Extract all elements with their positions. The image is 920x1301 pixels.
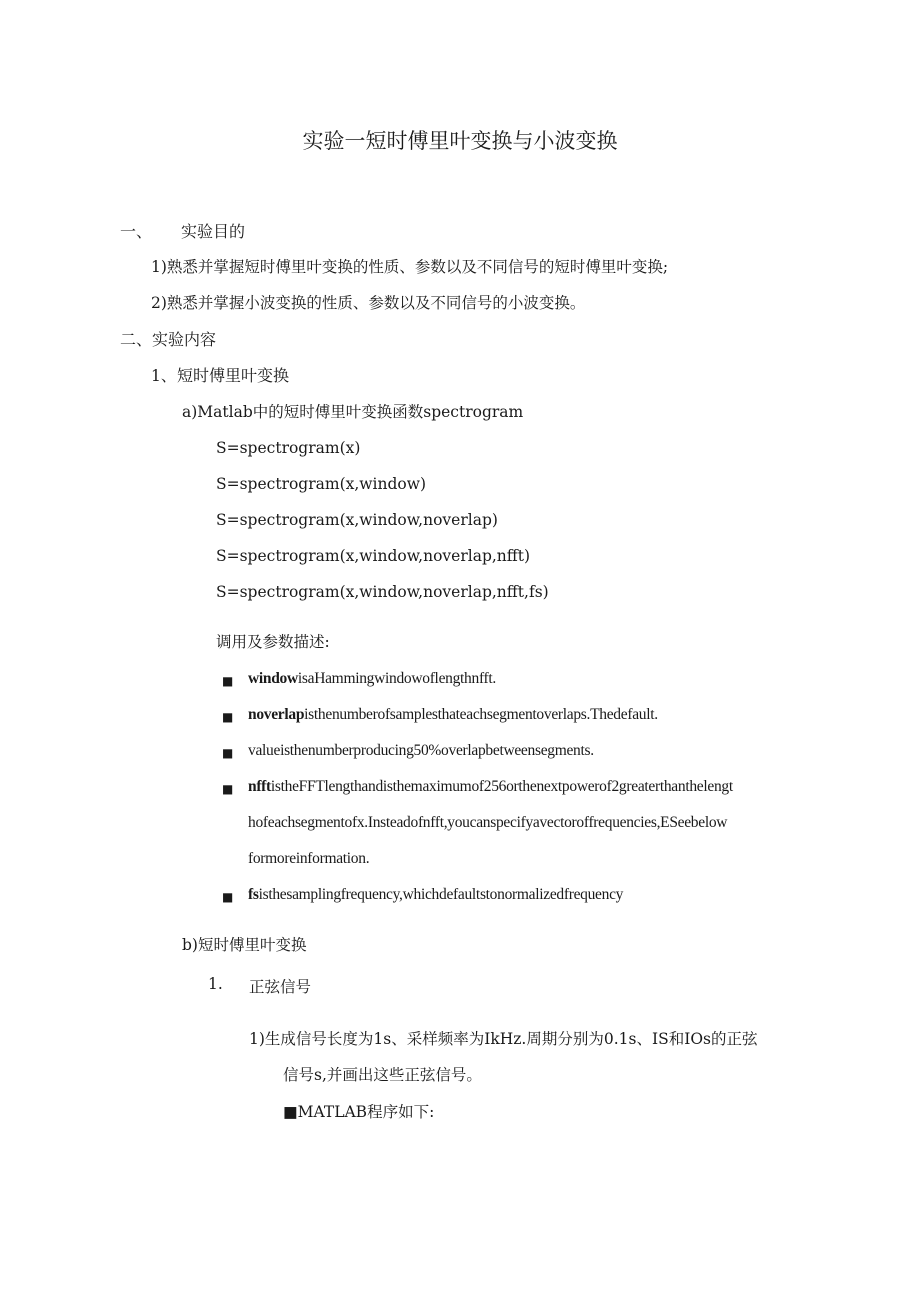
bullet-icon: ■ (222, 890, 234, 904)
bullet-noverlap (248, 706, 658, 724)
bullet-fs (248, 886, 623, 904)
page-title: 实验一短时傅里叶变换与小波变换 (302, 129, 618, 153)
step-1-line-1: 1)生成信号长度为1s、采样频率为IkHz.周期分别为0.1s、IS和IOs的正弦 (249, 1030, 758, 1048)
bullet-icon: ■ (222, 746, 234, 760)
subsection-1-prefix: 1、 (151, 367, 177, 385)
bullet-window (248, 670, 496, 688)
bullet-nfft (248, 778, 733, 796)
part-b-heading: b)短时傅里叶变换 (182, 936, 307, 954)
bullet-text: isthenumberofsamplesthateachsegmentoverlaps.Thedefault. (304, 706, 658, 723)
bullet-icon: ■ (222, 710, 234, 724)
section-1-heading: 实验目的 (181, 222, 246, 241)
bullet-nfft-continuation-1: hofeachsegmentofx.Insteadofnfft,youcanspecifyavectoroffrequencies,ESeebelow (248, 814, 728, 831)
bullet-text: isaHammingwindowoflengthnfft. (297, 670, 496, 687)
bullet-term: window (248, 670, 298, 687)
bullet-default-value (248, 742, 594, 760)
bullet-icon: ■ (222, 782, 234, 796)
code-line-1: S=spectrogram(x) (216, 439, 361, 457)
bullet-nfft-continuation-2: formoreinformation. (248, 850, 370, 867)
matlab-label: ■MATLAB程序如下: (283, 1103, 435, 1121)
bullet-term: noverlap (248, 706, 305, 723)
code-line-3: S=spectrogram(x,window,noverlap) (216, 511, 498, 529)
section-1-number: 一、 (120, 222, 153, 241)
subsection-1-heading: 短时傅里叶变换 (177, 366, 290, 385)
code-line-2: S=spectrogram(x,window) (216, 475, 427, 493)
bullet-term: nfft (248, 778, 271, 795)
part-a-heading: a)Matlab中的短时傅里叶变换函数spectrogram (182, 403, 524, 421)
item-1-number: 1. (208, 975, 223, 993)
item-1-label: 正弦信号 (249, 978, 312, 996)
bullet-icon: ■ (222, 674, 234, 688)
objective-item-1: 1)熟悉并掌握短时傅里叶变换的性质、参数以及不同信号的短时傅里叶变换; (151, 258, 669, 276)
code-line-5: S=spectrogram(x,window,noverlap,nfft,fs) (216, 583, 549, 601)
bullet-text: isthesamplingfrequency,whichdefaultstonormalizedfrequency (258, 886, 624, 903)
bullet-text: valueisthenumberproducing50%overlapbetweensegments. (248, 742, 594, 759)
bullet-text: istheFFTlengthandisthemaximumof256orthenextpowerof2greaterthanthelengt (270, 778, 733, 795)
step-1-line-2: 信号s,并画出这些正弦信号。 (283, 1066, 482, 1084)
params-label: 调用及参数描述: (216, 633, 330, 651)
objective-item-2: 2)熟悉并掌握小波变换的性质、参数以及不同信号的小波变换。 (151, 294, 586, 312)
code-line-4: S=spectrogram(x,window,noverlap,nfft) (216, 547, 531, 565)
bullet-term: fs (248, 886, 259, 903)
section-2-heading: 二、实验内容 (120, 330, 217, 349)
